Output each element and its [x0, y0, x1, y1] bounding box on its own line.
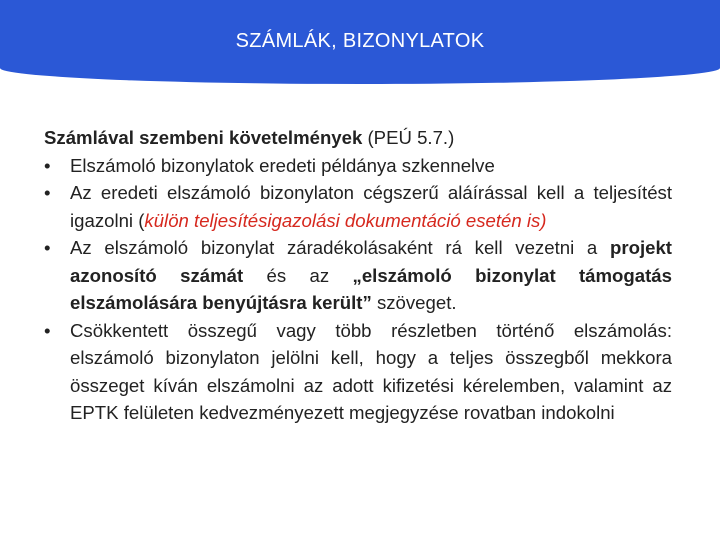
list-item-text: Csökkentett összegű vagy több részletben történő elszámolás: elszámoló bizonylaton jelölni kell, hogy a teljes összegből mekkora összeget kíván elszámolni az adott kifizetési kérelemben, valamint az EPTK felületen kedvezményezett megjegyzése rovatban indokolni: [70, 319, 672, 423]
list-item-highlight: külön teljesítésigazolási dokumentáció esetén is): [144, 209, 547, 231]
list-item: [44, 234, 672, 317]
list-item-text: Az eredeti elszámoló bizonylaton cégszerű aláírással kell a teljesítést igazolni (: [70, 182, 672, 231]
section-heading: [44, 124, 672, 152]
list-item: [44, 152, 672, 180]
list-item: [44, 317, 672, 427]
bullet-marker: •: [44, 237, 51, 258]
section-heading-reference: (PEÚ 5.7.): [362, 127, 455, 148]
list-item: [44, 179, 672, 234]
list-item-bold: „elszámoló bizonylat támogatás elszámolására benyújtásra került”: [70, 264, 672, 313]
slide-content: [44, 124, 672, 427]
page-title: SZÁMLÁK, BIZONYLATOK: [235, 30, 485, 52]
bullet-marker: •: [44, 182, 51, 203]
section-heading-bold: Számlával szembeni követelmények: [44, 127, 363, 148]
requirements-list: [44, 152, 672, 427]
list-item-bold: projekt azonosító számát: [70, 237, 672, 286]
list-item-text: Az elszámoló bizonylat záradékolásaként rá kell vezetni a: [70, 237, 610, 258]
bullet-marker: •: [44, 154, 51, 176]
list-item-text: és az: [243, 264, 353, 286]
title-banner: [0, 0, 720, 84]
bullet-marker: •: [44, 319, 51, 341]
list-item-text: szöveget.: [371, 292, 457, 313]
list-item-text: Elszámoló bizonylatok eredeti példánya szkennelve: [70, 154, 495, 176]
